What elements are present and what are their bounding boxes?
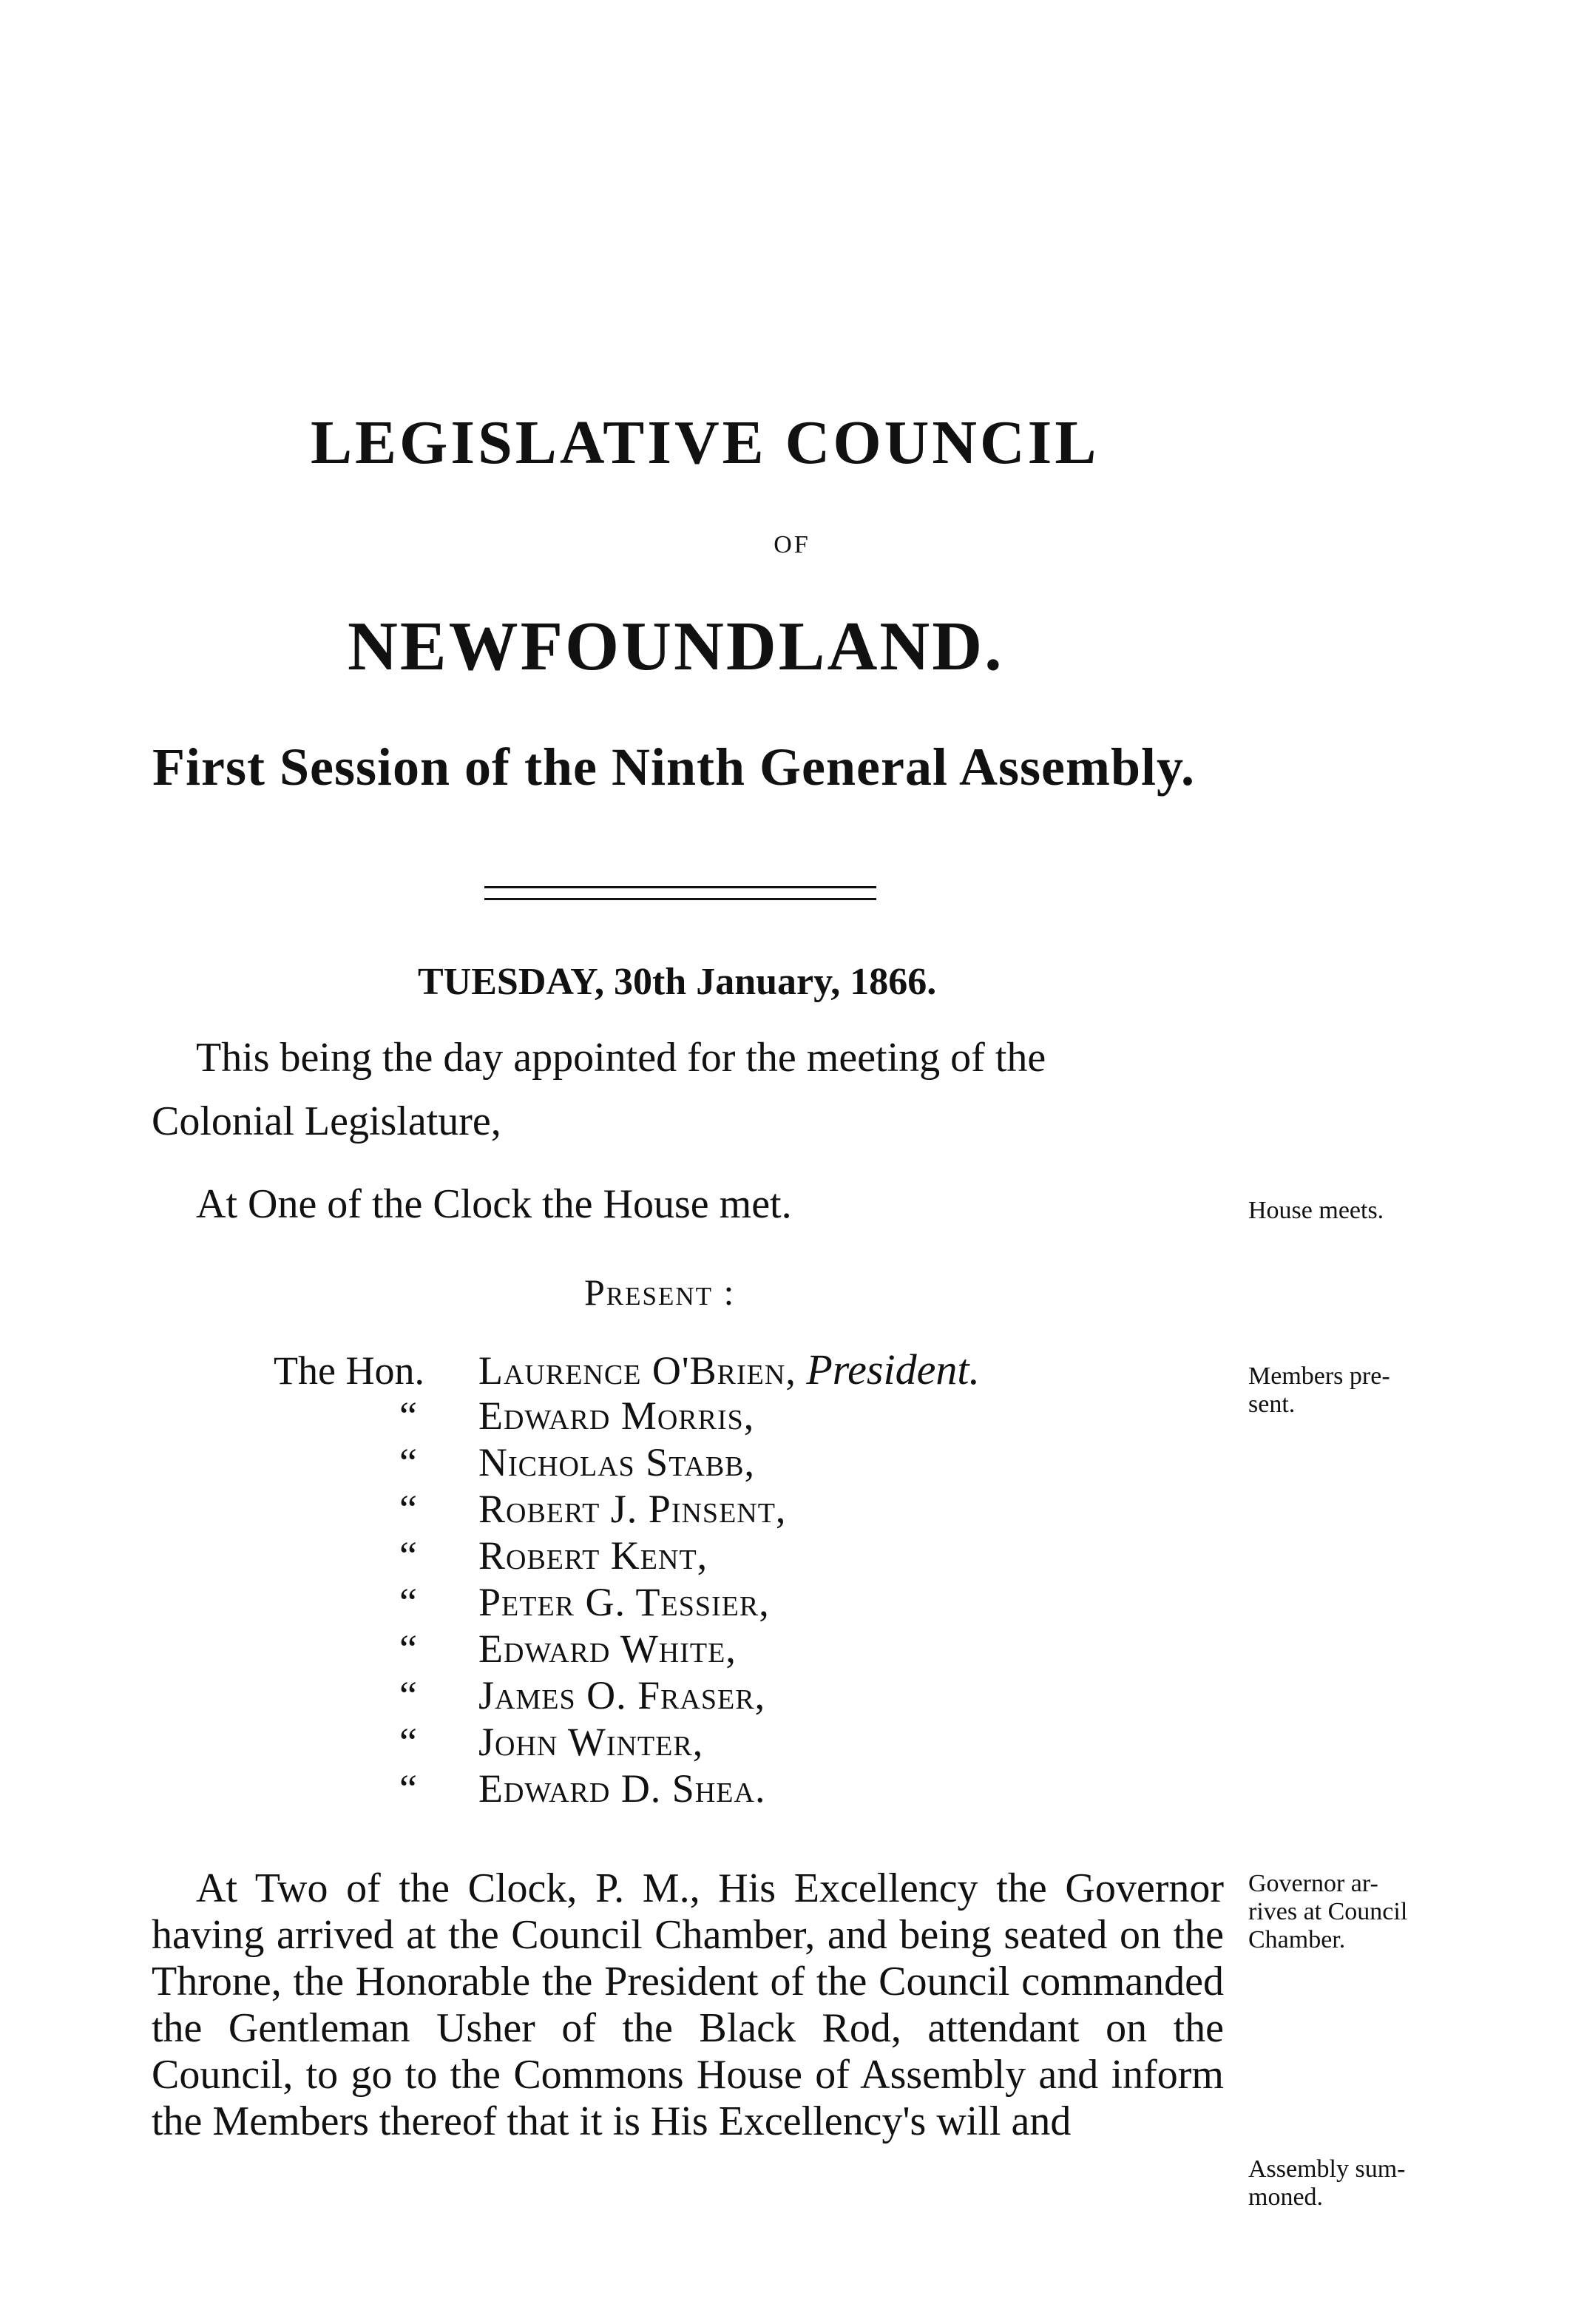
margin-note-assembly-summoned [1248,2155,1406,2212]
margin-note-governor-arrives [1248,1870,1407,1954]
member-name: Nicholas Stabb, [478,1440,756,1484]
ditto-mark: “ [399,1766,417,1811]
members-list [274,1346,980,1812]
ditto-mark: “ [399,1627,417,1671]
member-name: Laurence O'Brien, [478,1348,796,1393]
member-name: Robert Kent, [478,1533,708,1578]
member-name: Robert J. Pinsent, [478,1487,787,1531]
member-name: Edward Morris, [478,1394,755,1438]
member-row [274,1486,980,1533]
margin-note-line: Governor ar- [1248,1870,1378,1897]
member-name: James O. Fraser, [478,1673,766,1717]
intro-line-2: Colonial Legislature, [152,1098,501,1144]
margin-note-line: Chamber. [1248,1926,1346,1953]
margin-note-members-present [1248,1362,1390,1419]
member-row [274,1719,980,1766]
title-newfoundland: NEWFOUNDLAND. [348,608,1004,685]
ditto-mark: “ [399,1440,417,1484]
ditto-mark: “ [399,1533,417,1578]
margin-note-house-meets [1248,1197,1384,1225]
session-date: TUESDAY, 30th January, 1866. [418,961,937,1003]
member-row [274,1393,980,1439]
ditto-mark: “ [399,1673,417,1717]
member-row [274,1766,980,1812]
ditto-mark: “ [399,1580,417,1624]
meeting-line: At One of the Clock the House met. [196,1181,792,1227]
margin-note-line: rives at Council [1248,1898,1408,1925]
margin-note-line: Assembly sum- [1248,2155,1406,2183]
member-prefix: The Hon. [274,1348,424,1393]
ditto-mark: “ [399,1487,417,1531]
margin-note-line: moned. [1248,2183,1324,2211]
member-name: Edward D. Shea. [478,1766,766,1811]
member-row [274,1439,980,1486]
member-title: President. [806,1345,980,1394]
member-name: Peter G. Tessier, [478,1580,770,1624]
title-of: OF [774,531,810,558]
member-name: John Winter, [478,1720,704,1764]
member-row [274,1533,980,1579]
margin-note-line: sent. [1248,1391,1296,1418]
divider-rule-top [484,886,876,888]
present-heading: Present : [584,1271,736,1313]
member-row [274,1346,980,1393]
ditto-mark: “ [399,1394,417,1438]
title-legislative-council: LEGISLATIVE COUNCIL [311,408,1100,477]
divider-rule-bottom [484,898,876,900]
member-name: Edward White, [478,1627,737,1671]
session-subtitle: First Session of the Ninth General Assembly. [152,737,1196,797]
member-row [274,1626,980,1672]
intro-line-1: This being the day appointed for the meeting of the [196,1035,1046,1081]
governor-paragraph: At Two of the Clock, P. M., His Excellency the Governor having arrived at the Council Chamber, and being seated on the Throne, the Honorable the President of the Council commanded the Gentleman Usher of the Black Rod, attendant on the Council, to go to the Commons House of Assembly and inform the Members thereof that it is His Excellency's will and [152,1865,1224,2144]
margin-note-line: House meets. [1248,1197,1384,1224]
margin-note-line: Members pre- [1248,1362,1390,1390]
member-row [274,1579,980,1626]
member-row [274,1672,980,1719]
ditto-mark: “ [399,1720,417,1764]
